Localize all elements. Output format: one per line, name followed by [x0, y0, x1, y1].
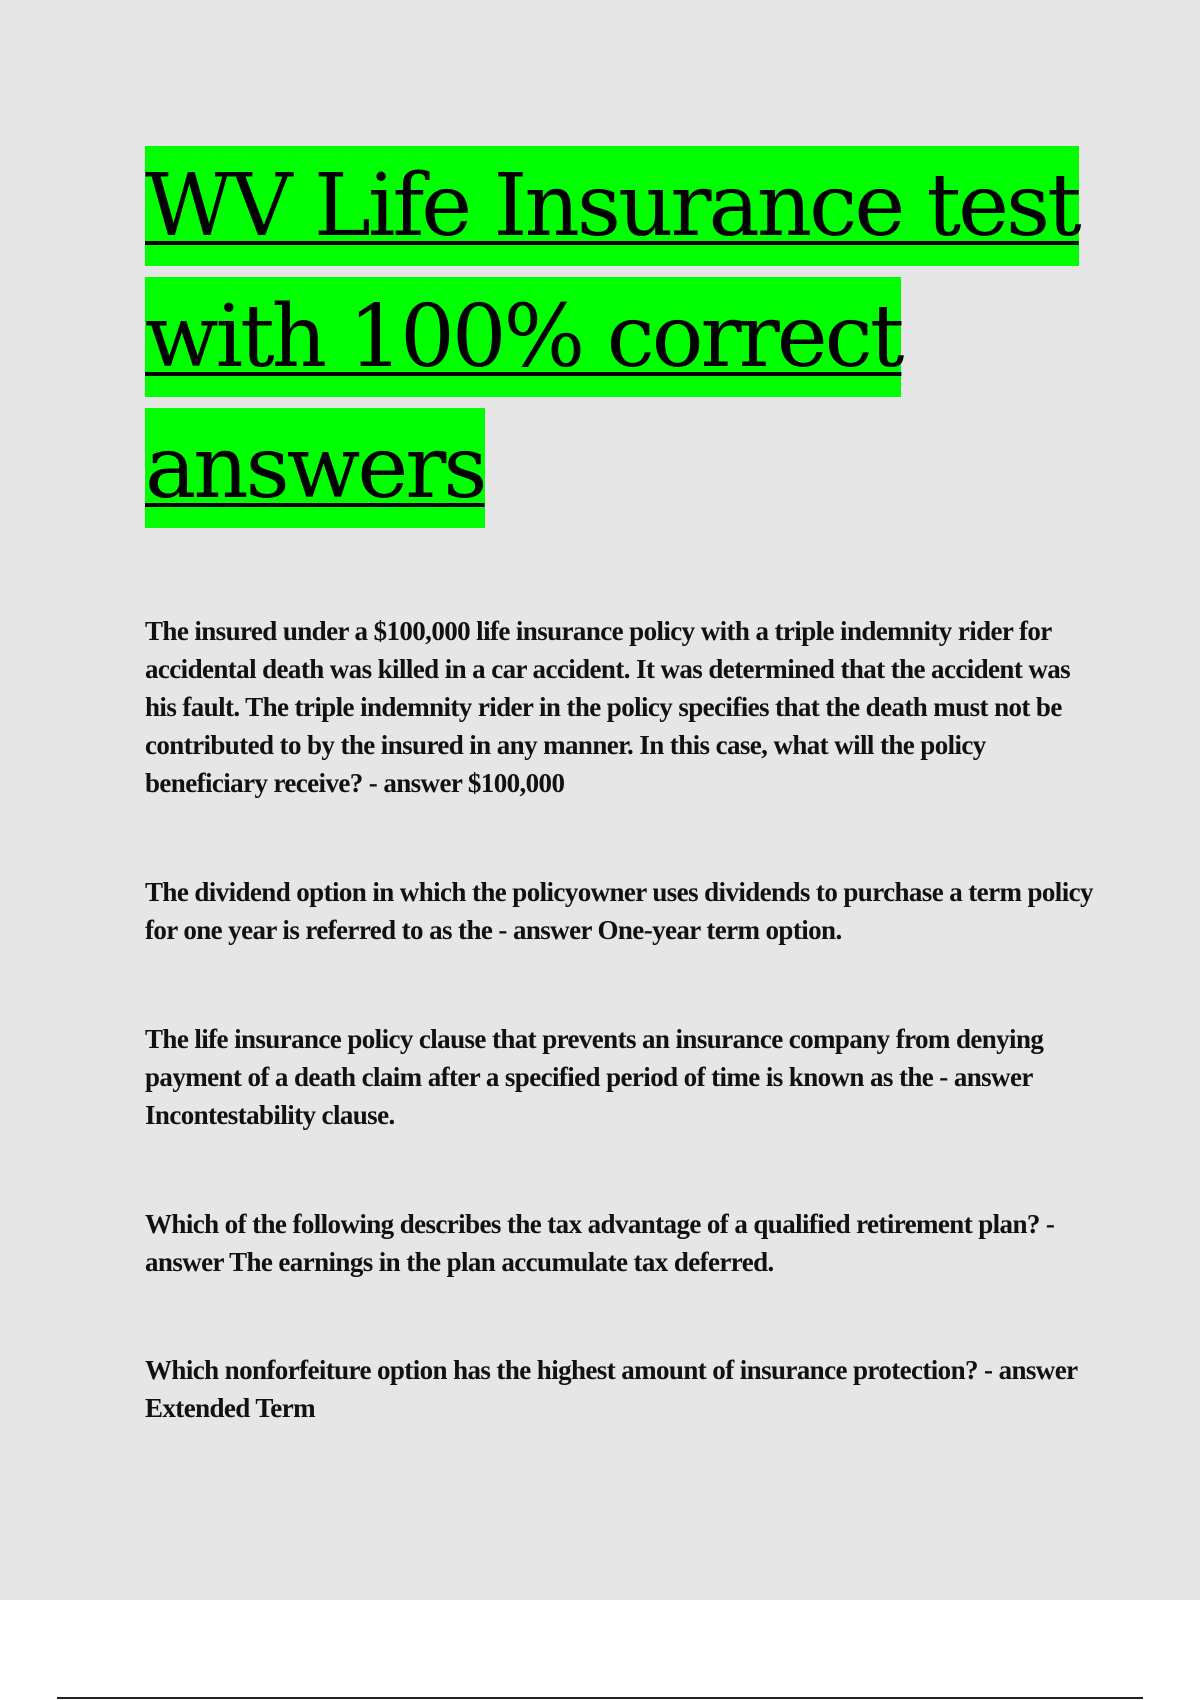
- title-line-3: answers: [145, 408, 485, 528]
- qa-item-3: The life insurance policy clause that prevents an insurance company from denying payment of a death claim after a specified period of time is known as the - answer Incontestability clause.: [145, 1024, 1044, 1130]
- qa-item-1: The insured under a $100,000 life insurance policy with a triple indemnity rider for accidental death was killed in a car accident. It was determined that the accident was his fault. The triple indemnity rider in the policy specifies that the death must not be contributed to by the insured in any manner. In this case, what will the policy beneficiary receive? - answer $100,000: [145, 616, 1071, 798]
- qa-item-5: Which nonforfeiture option has the highest amount of insurance protection? - answer Extended Term: [145, 1355, 1077, 1423]
- document-title: [145, 146, 1085, 539]
- title-line-1: WV Life Insurance test: [145, 146, 1079, 266]
- footer-rule: [57, 1697, 1143, 1699]
- qa-item-4: Which of the following describes the tax advantage of a qualified retirement plan? - answer The earnings in the plan accumulate tax deferred.: [145, 1209, 1055, 1277]
- title-line-2: with 100% correct: [145, 277, 901, 397]
- qa-item-2: The dividend option in which the policyowner uses dividends to purchase a term policy for one year is referred to as the - answer One-year term option.: [145, 877, 1093, 945]
